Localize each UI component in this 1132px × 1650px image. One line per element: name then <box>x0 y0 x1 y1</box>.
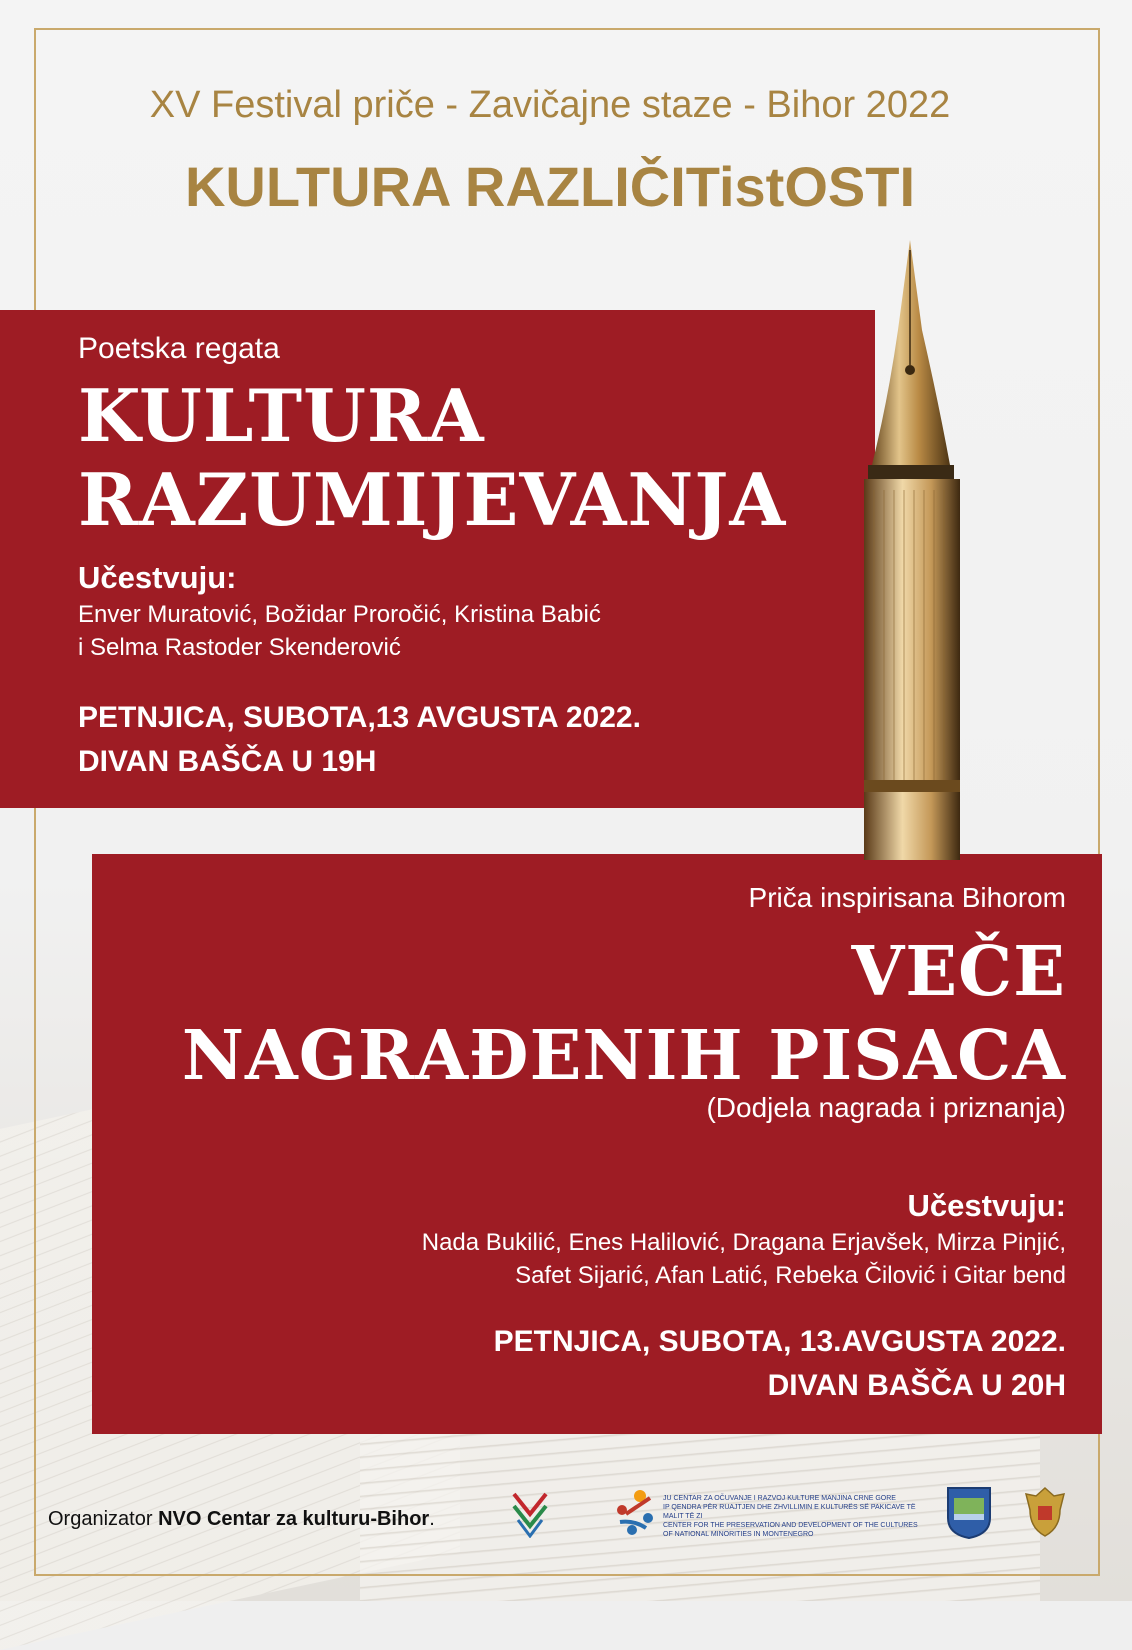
event1-date-line2: DIVAN BAŠČA U 19H <box>78 745 377 778</box>
event1-participants-line2: i Selma Rastoder Skenderović <box>78 634 401 661</box>
event1-title-line1: KULTURA <box>78 373 485 458</box>
event1-title-line2: RAZUMIJEVANJA <box>78 457 787 542</box>
event1-participants-label: Učestvuju: <box>78 560 237 595</box>
event2-title <box>182 930 1066 1098</box>
event1-subtitle: Poetska regata <box>78 332 280 365</box>
event2-participants-label: Učestvuju: <box>907 1188 1066 1223</box>
minority-culture-center-text <box>663 1494 933 1539</box>
event1-title <box>78 374 786 542</box>
event1-participants-line1: Enver Muratović, Božidar Proročić, Kristina Babić <box>78 601 601 628</box>
event2-note: (Dodjela nagrada i priznanja) <box>706 1092 1066 1123</box>
event1-participants <box>78 598 601 664</box>
event2-subtitle: Priča inspirisana Bihorom <box>748 882 1066 913</box>
event2-date-line2: DIVAN BAŠČA U 20H <box>767 1369 1066 1402</box>
partner-text-line4: OF NATIONAL MINORITIES IN MONTENEGRO <box>663 1531 814 1538</box>
organizer-name: NVO Centar za kulturu-Bihor <box>158 1508 430 1530</box>
event2-participants-line2: Safet Sijarić, Afan Latić, Rebeka Čilović i Gitar bend <box>515 1262 1066 1289</box>
festival-title: XV Festival priče - Zavičajne staze - Bihor 2022 <box>149 84 951 126</box>
organizer-credit <box>48 1508 435 1531</box>
partner-text-line3: CENTER FOR THE PRESERVATION AND DEVELOPMENT OF THE CULTURES <box>663 1522 918 1529</box>
event1-date-line1: PETNJICA, SUBOTA,13 AVGUSTA 2022. <box>78 701 641 734</box>
municipality-crest-icon <box>944 1484 994 1540</box>
fountain-pen-icon <box>858 240 1008 860</box>
montenegro-coat-of-arms-icon <box>1020 1484 1070 1540</box>
event2-participants <box>422 1226 1066 1292</box>
organizer-prefix: Organizator <box>48 1508 159 1530</box>
minority-culture-center-logo-icon <box>610 1488 660 1538</box>
event2-title-line1: VEČE <box>851 932 1066 1012</box>
event2-date <box>494 1320 1066 1408</box>
event2-participants-line1: Nada Bukilić, Enes Halilović, Dragana Erjavšek, Mirza Pinjić, <box>421 1229 1066 1256</box>
partner-text-line2: IP QENDRA PËR RUAJTJEN DHE ZHVILLIMIN E KULTURËS SË PAKICAVE TË MALIT TË ZI <box>663 1504 916 1520</box>
main-title: KULTURA RAZLIČITistOSTI <box>184 155 916 218</box>
event2-date-line1: PETNJICA, SUBOTA, 13.AVGUSTA 2022. <box>493 1325 1066 1358</box>
organizer-logo-icon <box>510 1490 550 1538</box>
partner-text-line1: JU CENTAR ZA OČUVANJE I RAZVOJ KULTURE MANJINA CRNE GORE <box>663 1495 896 1502</box>
event1-date <box>78 696 641 784</box>
organizer-suffix: . <box>429 1508 435 1530</box>
event2-title-line2: NAGRAĐENIH PISACA <box>181 1016 1066 1096</box>
